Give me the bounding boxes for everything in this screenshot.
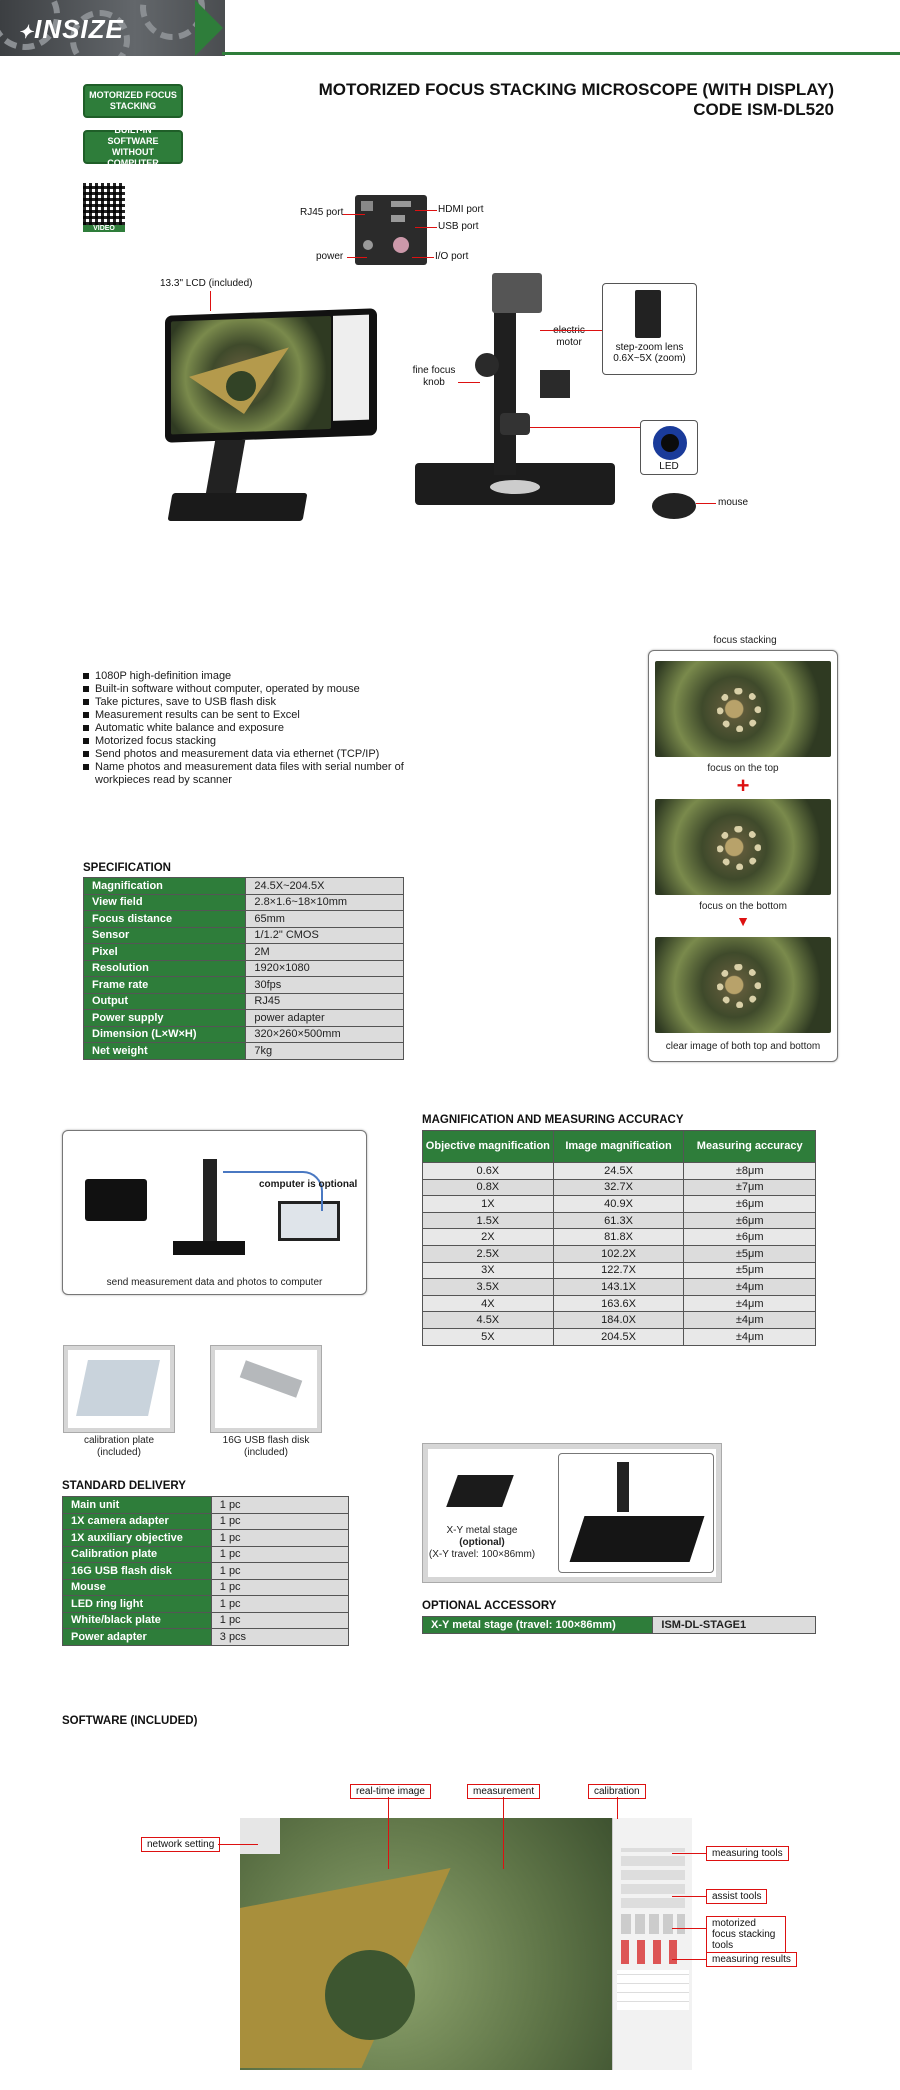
row-value: 1 pc xyxy=(211,1513,348,1530)
lead-line xyxy=(617,1797,618,1819)
plus-icon: + xyxy=(736,773,750,798)
table-row xyxy=(63,1497,349,1514)
computer-optional-label: computer is optional xyxy=(259,1179,358,1190)
product-code: CODE ISM-DL520 xyxy=(693,100,834,119)
lcd-stand xyxy=(205,440,246,500)
feature-item: 1080P high-definition image xyxy=(83,670,423,683)
calibration-plate-frame xyxy=(63,1345,175,1433)
lcd-sidebar xyxy=(333,315,369,421)
row-label: LED ring light xyxy=(63,1596,212,1613)
callout-led: LED xyxy=(659,461,679,472)
table-row xyxy=(84,927,404,944)
usb-disk-image xyxy=(215,1350,317,1428)
lead-line xyxy=(672,1896,706,1897)
table-row xyxy=(423,1617,816,1634)
standard-delivery-table xyxy=(62,1496,349,1646)
row-value: 61.3X xyxy=(553,1212,684,1229)
row-label: 1X camera adapter xyxy=(63,1513,212,1530)
workpiece-hole xyxy=(325,1950,415,2040)
label-assist-tools: assist tools xyxy=(706,1889,767,1904)
table-row xyxy=(423,1279,816,1296)
xy-stage-photo xyxy=(558,1453,714,1573)
table-row xyxy=(423,1328,816,1345)
accessory-code: ISM-DL-STAGE1 xyxy=(653,1617,816,1634)
row-label: 1.5X xyxy=(423,1212,554,1229)
row-label: 0.6X xyxy=(423,1163,554,1180)
row-value: 1 pc xyxy=(211,1612,348,1629)
row-label: Dimension (L×W×H) xyxy=(84,1026,246,1043)
row-value: ±7μm xyxy=(684,1179,816,1196)
row-label: Power supply xyxy=(84,1010,246,1027)
lead-line xyxy=(530,427,640,428)
table-row xyxy=(423,1262,816,1279)
table-row xyxy=(423,1212,816,1229)
computer-caption: send measurement data and photos to computer xyxy=(106,1277,323,1288)
row-value: RJ45 xyxy=(246,993,404,1010)
lead-line xyxy=(347,257,367,258)
row-value: 24.5X~204.5X xyxy=(246,878,404,895)
magnification-table xyxy=(422,1130,816,1346)
table-row xyxy=(84,878,404,895)
usb-caption: 16G USB flash disk (included) xyxy=(222,1435,310,1458)
callout-step-zoom: step-zoom lens 0.6X~5X (zoom) xyxy=(613,342,686,364)
optional-caption-line1: X-Y metal stage xyxy=(446,1525,518,1536)
optional-caption-line3: (X-Y travel: 100×86mm) xyxy=(428,1549,536,1560)
row-value: ±4μm xyxy=(684,1295,816,1312)
badge-motorized-focus-stacking: MOTORIZED FOCUS STACKING xyxy=(83,84,183,118)
row-label: Resolution xyxy=(84,960,246,977)
usb-disk-icon xyxy=(240,1360,303,1397)
usb-disk-frame xyxy=(210,1345,322,1433)
table-row xyxy=(84,977,404,994)
row-value: 1/1.2" CMOS xyxy=(246,927,404,944)
software-sidebar[interactable] xyxy=(612,1818,692,2070)
lead-line xyxy=(343,214,365,215)
column-header: Measuring accuracy xyxy=(684,1131,816,1163)
row-label: Net weight xyxy=(84,1043,246,1060)
row-value: 1 pc xyxy=(211,1596,348,1613)
callout-fine-focus: fine focus knob xyxy=(412,365,456,388)
callout-hdmi: HDMI port xyxy=(438,204,484,215)
row-value: ±6μm xyxy=(684,1212,816,1229)
table-row xyxy=(423,1245,816,1262)
row-value: 40.9X xyxy=(553,1196,684,1213)
feature-item: Name photos and measurement data files with serial number of workpieces read by scanner xyxy=(83,761,423,787)
row-value: 320×260×500mm xyxy=(246,1026,404,1043)
lead-line xyxy=(218,1844,258,1845)
label-realtime-image: real-time image xyxy=(350,1784,431,1799)
feature-item: Measurement results can be sent to Excel xyxy=(83,709,423,722)
row-value: ±6μm xyxy=(684,1196,816,1213)
table-row xyxy=(63,1563,349,1580)
row-value: ±6μm xyxy=(684,1229,816,1246)
optional-caption-line2: (optional) xyxy=(459,1537,505,1548)
table-row xyxy=(423,1163,816,1180)
row-label: Main unit xyxy=(63,1497,212,1514)
label-calibration: calibration xyxy=(588,1784,646,1799)
table-row xyxy=(63,1579,349,1596)
row-value: power adapter xyxy=(246,1010,404,1027)
callout-lcd: 13.3" LCD (included) xyxy=(160,278,253,289)
callout-power: power xyxy=(316,251,344,262)
row-label: White/black plate xyxy=(63,1612,212,1629)
standard-delivery-heading: STANDARD DELIVERY xyxy=(62,1480,186,1492)
io-port-icon xyxy=(393,237,409,253)
computer-optional-panel xyxy=(62,1130,367,1295)
led-ring xyxy=(500,413,530,435)
row-label: 1X auxiliary objective xyxy=(63,1530,212,1547)
callout-electric-motor: motor xyxy=(556,337,582,348)
port-panel xyxy=(355,195,427,265)
callout-usb: USB port xyxy=(438,221,479,232)
callout-io: I/O port xyxy=(435,251,469,262)
row-value: 81.8X xyxy=(553,1229,684,1246)
callout-rj45: RJ45 port xyxy=(300,207,344,218)
table-row xyxy=(423,1179,816,1196)
hdmi-port-icon xyxy=(391,201,411,207)
row-label: Magnification xyxy=(84,878,246,895)
table-row xyxy=(84,911,404,928)
software-heading: SOFTWARE (INCLUDED) xyxy=(62,1715,198,1727)
insize-logo: ✦INSIZE xyxy=(18,14,124,44)
feature-item: Motorized focus stacking xyxy=(83,735,423,748)
row-value: 184.0X xyxy=(553,1312,684,1329)
focus-top-image xyxy=(655,661,831,757)
row-label: Frame rate xyxy=(84,977,246,994)
row-label: Mouse xyxy=(63,1579,212,1596)
lead-line xyxy=(415,210,437,211)
row-label: 4.5X xyxy=(423,1312,554,1329)
magnification-heading: MAGNIFICATION AND MEASURING ACCURACY xyxy=(422,1114,684,1126)
usb-port-icon xyxy=(391,215,405,222)
network-panel[interactable] xyxy=(240,1818,280,1854)
qr-video-label: VIDEO xyxy=(83,225,125,232)
table-row xyxy=(84,1010,404,1027)
label-measuring-tools: measuring tools xyxy=(706,1846,789,1861)
specification-heading: SPECIFICATION xyxy=(83,862,171,874)
row-value: 1920×1080 xyxy=(246,960,404,977)
microscope-column-icon xyxy=(617,1462,629,1512)
table-row xyxy=(423,1196,816,1213)
lead-line xyxy=(672,1853,706,1854)
lead-line xyxy=(503,1797,504,1869)
table-row xyxy=(423,1295,816,1312)
zoom-lens-icon xyxy=(635,290,661,338)
calibration-plate-icon xyxy=(76,1360,160,1416)
row-value: ±4μm xyxy=(684,1328,816,1345)
badge-built-in-software: BUILT-IN SOFTWARE WITHOUT COMPUTER xyxy=(83,130,183,164)
accessory-name: X-Y metal stage (travel: 100×86mm) xyxy=(423,1617,653,1634)
table-row xyxy=(84,993,404,1010)
label-stacking-tools: motorized focus stacking tools xyxy=(706,1916,786,1953)
lcd-base xyxy=(168,493,308,521)
table-row xyxy=(63,1629,349,1646)
row-value: 102.2X xyxy=(553,1245,684,1262)
row-label: 4X xyxy=(423,1295,554,1312)
row-label: 5X xyxy=(423,1328,554,1345)
electric-motor xyxy=(540,370,570,398)
table-row xyxy=(84,944,404,961)
row-value: ±4μm xyxy=(684,1279,816,1296)
focus-result-image xyxy=(655,937,831,1033)
row-value: 3 pcs xyxy=(211,1629,348,1646)
microscope-icon xyxy=(203,1159,217,1249)
lead-line xyxy=(210,291,211,311)
row-value: 1 pc xyxy=(211,1530,348,1547)
row-value: 7kg xyxy=(246,1043,404,1060)
row-label: View field xyxy=(84,894,246,911)
header-rule xyxy=(222,52,900,55)
realtime-image-area xyxy=(240,1818,612,2070)
row-label: Power adapter xyxy=(63,1629,212,1646)
table-row xyxy=(63,1546,349,1563)
lead-line xyxy=(672,1928,706,1929)
microscope-pillar xyxy=(494,285,516,475)
row-value: 30fps xyxy=(246,977,404,994)
lcd-screen-image xyxy=(171,316,331,435)
lead-line xyxy=(540,330,602,331)
cable-line xyxy=(223,1171,323,1211)
feature-item: Automatic white balance and exposure xyxy=(83,722,423,735)
row-value: 65mm xyxy=(246,911,404,928)
table-row xyxy=(63,1612,349,1629)
table-row xyxy=(63,1513,349,1530)
focus-bottom-image xyxy=(655,799,831,895)
feature-item: Take pictures, save to USB flash disk xyxy=(83,696,423,709)
stage-plate xyxy=(490,480,540,494)
led-ring-icon xyxy=(653,426,687,460)
feature-item: Built-in software without computer, operated by mouse xyxy=(83,683,423,696)
row-value: 1 pc xyxy=(211,1497,348,1514)
focus-knob xyxy=(475,353,499,377)
row-value: ±4μm xyxy=(684,1312,816,1329)
table-row xyxy=(84,960,404,977)
assist-tools-grid[interactable] xyxy=(621,1914,685,1934)
row-value: 2.8×1.6~18×10mm xyxy=(246,894,404,911)
row-value: 143.1X xyxy=(553,1279,684,1296)
xy-stage-icon xyxy=(446,1475,514,1507)
table-row xyxy=(423,1229,816,1246)
row-value: 32.7X xyxy=(553,1179,684,1196)
header-chevron xyxy=(195,0,223,56)
row-label: 3.5X xyxy=(423,1279,554,1296)
lead-line xyxy=(458,382,480,383)
label-network-setting: network setting xyxy=(141,1837,220,1852)
row-label: Sensor xyxy=(84,927,246,944)
mouse-icon xyxy=(652,493,696,519)
row-label: Calibration plate xyxy=(63,1546,212,1563)
column-header: Objective magnification xyxy=(423,1131,554,1163)
row-label: Output xyxy=(84,993,246,1010)
row-label: 2.5X xyxy=(423,1245,554,1262)
measuring-results-list[interactable] xyxy=(617,1970,689,2010)
table-row xyxy=(84,1026,404,1043)
qr-pattern xyxy=(83,183,125,225)
feature-list xyxy=(83,670,423,787)
qr-code[interactable] xyxy=(83,183,125,235)
row-label: Focus distance xyxy=(84,911,246,928)
software-screenshot xyxy=(240,1818,692,2070)
stacking-tools-grid[interactable] xyxy=(621,1940,685,1964)
focus-result-caption: clear image of both top and bottom xyxy=(665,1041,821,1052)
focus-stacking-title: focus stacking xyxy=(713,635,777,646)
product-illustration xyxy=(140,195,760,530)
row-label: 1X xyxy=(423,1196,554,1213)
monitor-icon xyxy=(85,1179,147,1221)
lead-line xyxy=(672,1959,706,1960)
led-box xyxy=(640,420,698,475)
feature-item: Send photos and measurement data via ethernet (TCP/IP) xyxy=(83,748,423,761)
row-label: 3X xyxy=(423,1262,554,1279)
camera-head xyxy=(492,273,542,313)
row-value: ±8μm xyxy=(684,1163,816,1180)
optional-accessory-images xyxy=(428,1449,716,1577)
table-row xyxy=(63,1530,349,1547)
row-value: 24.5X xyxy=(553,1163,684,1180)
power-port-icon xyxy=(363,240,373,250)
lead-line xyxy=(412,257,434,258)
lead-line xyxy=(696,503,716,504)
label-measurement: measurement xyxy=(467,1784,540,1799)
column-header: Image magnification xyxy=(553,1131,684,1163)
optional-accessory-table xyxy=(422,1616,816,1634)
page-title: MOTORIZED FOCUS STACKING MICROSCOPE (WITH DISPLAY) xyxy=(318,80,834,99)
row-label: Pixel xyxy=(84,944,246,961)
callout-mouse: mouse xyxy=(718,497,749,508)
table-row xyxy=(63,1596,349,1613)
row-label: 0.8X xyxy=(423,1179,554,1196)
row-value: 1 pc xyxy=(211,1563,348,1580)
label-measuring-results: measuring results xyxy=(706,1952,797,1967)
focus-top-caption: focus on the top xyxy=(707,763,779,774)
stage-plate-icon xyxy=(570,1516,705,1562)
table-row xyxy=(423,1312,816,1329)
measuring-tools-grid[interactable] xyxy=(621,1848,685,1908)
optional-accessory-frame xyxy=(422,1443,722,1583)
calibration-caption: calibration plate (included) xyxy=(83,1435,155,1458)
row-value: 204.5X xyxy=(553,1328,684,1345)
row-value: 122.7X xyxy=(553,1262,684,1279)
row-value: ±5μm xyxy=(684,1245,816,1262)
row-label: 16G USB flash disk xyxy=(63,1563,212,1580)
microscope-base-icon xyxy=(173,1241,245,1255)
lcd-monitor xyxy=(165,308,377,442)
rj45-port-icon xyxy=(361,201,373,211)
row-value: 163.6X xyxy=(553,1295,684,1312)
lead-line xyxy=(388,1797,389,1869)
focus-bottom-caption: focus on the bottom xyxy=(699,901,787,912)
optional-accessory-heading: OPTIONAL ACCESSORY xyxy=(422,1600,557,1612)
table-row xyxy=(84,1043,404,1060)
step-zoom-lens-box xyxy=(602,283,697,375)
row-value: 1 pc xyxy=(211,1579,348,1596)
calibration-plate-image xyxy=(68,1350,170,1428)
table-row xyxy=(84,894,404,911)
focus-stacking-panel xyxy=(648,650,838,1062)
row-value: ±5μm xyxy=(684,1262,816,1279)
lead-line xyxy=(415,227,437,228)
row-value: 2M xyxy=(246,944,404,961)
row-value: 1 pc xyxy=(211,1546,348,1563)
specification-table xyxy=(83,877,404,1060)
row-label: 2X xyxy=(423,1229,554,1246)
arrow-down-icon: ▼ xyxy=(736,913,750,929)
